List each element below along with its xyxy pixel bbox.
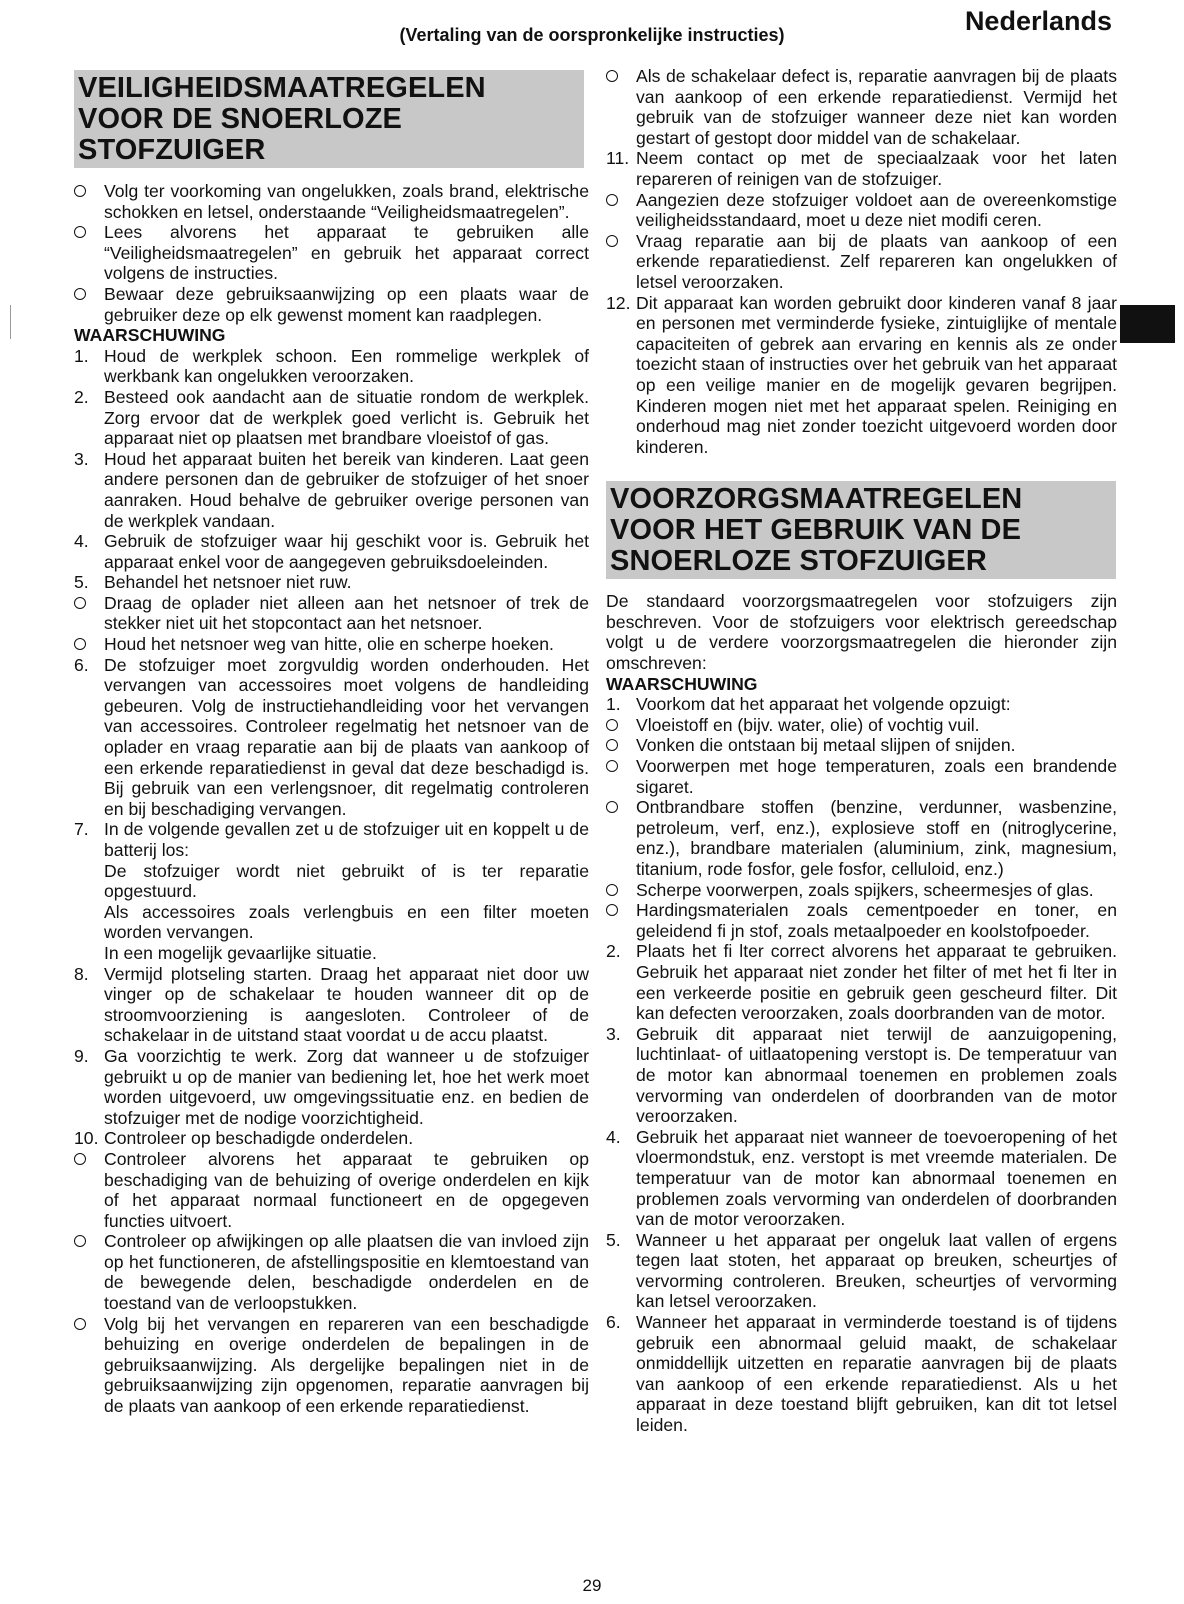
bullet-circle-icon [74, 597, 86, 609]
bullet-circle-icon [606, 235, 618, 247]
bullet-item: Vonken die ontstaan bij metaal slijpen of snijden. [606, 735, 1117, 756]
numbered-item: 2. Besteed ook aandacht aan de situatie rondom de werkplek. Zorg ervoor dat de werkplek goed verlicht is. Gebruik het apparaat niet op plaatsen met brandbare vloeistof of gas. [74, 386, 589, 449]
warning-label: WAARSCHUWING [74, 325, 226, 346]
bullet-item: Volg bij het vervangen en repareren van een beschadigde behuizing en overige onderdelen de bepalingen in de gebruiksaanwijzing. Als dergelijke bepalingen niet in de gebruiksaanwijzing zijn opgenomen, reparatie aanvragen bij de plaats van aankoop of een erkende reparatiedienst. [74, 1314, 589, 1417]
bullet-item: Als de schakelaar defect is, reparatie aanvragen bij de plaats van aankoop of een erkende reparatiedienst. Vermijd het gebruik van de stofzuiger wanneer deze niet kan worden gestart of gestopt door middel van de schakelaar. [606, 66, 1117, 148]
bullet-item: Ontbrandbare stoffen (benzine, verdunner, wasbenzine, petroleum, verf, enz.), explosieve stoff en (nitroglycerine, enz.), brandbare materialen (aluminium, zink, magnesium, titanium, rode fosfor, gele fosfor, celluloid, enz.) [606, 797, 1117, 879]
section-tab-marker [1120, 305, 1175, 343]
sub-line: Als accessoires zoals verlengbuis en een filter moeten worden vervangen. [104, 901, 589, 943]
precautions-heading: VOORZORGSMAATREGELEN VOOR HET GEBRUIK VAN DE SNOERLOZE STOFZUIGER [606, 481, 1116, 579]
bullet-circle-icon [74, 1318, 86, 1330]
bullet-item: Vraag reparatie aan bij de plaats van aankoop of een erkende reparatiedienst. Zelf repareren kan ongelukken of letsel veroorzaken. [606, 231, 1117, 293]
bullet-circle-icon [74, 1153, 86, 1165]
language-label: Nederlands [964, 6, 1112, 36]
translation-subtitle: (Vertaling van de oorspronkelijke instructies) [399, 25, 785, 45]
gutter-line [10, 305, 11, 339]
numbered-item: 5. Wanneer u het apparaat per ongeluk laat vallen of ergens tegen laat stoten, het apparaat op breuken, scheurtjes of vervorming controleren. Breuken, scheurtjes of vervorming kan letsel veroorzaken. [606, 1229, 1117, 1312]
numbered-item: 1. Voorkom dat het apparaat het volgende opzuigt: [606, 694, 1011, 715]
bullet-circle-icon [74, 226, 86, 238]
bullet-item: Controleer alvorens het apparaat te gebruiken op beschadiging van de behuizing of overige onderdelen en kijk of het apparaat normaal functioneert en de opgegeven functies uitvoert. [74, 1149, 589, 1231]
numbered-item: 10. Controleer op beschadigde onderdelen. [74, 1128, 414, 1149]
bullet-circle-icon [606, 760, 618, 772]
bullet-item: Aangezien deze stofzuiger voldoet aan de overeenkomstige veiligheidsstandaard, moet u deze niet modifi ceren. [606, 190, 1117, 231]
numbered-item: 9. Ga voorzichtig te werk. Zorg dat wanneer u de stofzuiger gebruikt u op de manier van bediening let, hoe het werk moet worden uitgevoerd, uw omgevingssituatie enz. en bedien de stofzuiger met de nodige voorzichtigheid. [74, 1045, 589, 1128]
bullet-item: Lees alvorens het apparaat te gebruiken alle “Veiligheidsmaatregelen” en gebruik het apparaat correct volgens de instructies. [74, 222, 589, 284]
bullet-circle-icon [606, 194, 618, 206]
bullet-circle-icon [74, 1235, 86, 1247]
bullet-item: Houd het netsnoer weg van hitte, olie en scherpe hoeken. [74, 634, 589, 655]
numbered-item: 4. Gebruik de stofzuiger waar hij geschikt voor is. Gebruik het apparaat enkel voor de aangegeven gebruiksdoeleinden. [74, 531, 589, 572]
numbered-item: 3. Houd het apparaat buiten het bereik van kinderen. Laat geen andere personen dan de gebruiker de stofzuiger of het snoer aanraken. Houd behalve de gebruiker overige personen van de werkplek vandaan. [74, 448, 589, 531]
bullet-item: Voorwerpen met hoge temperaturen, zoals een brandende sigaret. [606, 756, 1117, 797]
page-number: 29 [582, 1576, 602, 1595]
numbered-item: 7. In de volgende gevallen zet u de stofzuiger uit en koppelt u de batterij los: [74, 819, 589, 860]
numbered-item: 6. Wanneer het apparaat in verminderde toestand is of tijdens gebruik een abnormaal geluid maakt, de schakelaar onmiddellijk uitzetten en reparatie aanvragen bij de plaats van aankoop of een erkende reparatiedienst. Als u het apparaat in deze toestand blijft gebruiken, kan dit tot letsel leiden. [606, 1312, 1117, 1436]
numbered-item: 8. Vermijd plotseling starten. Draag het apparaat niet door uw vinger op de schakelaar te houden wanneer dit op de stroomvoorziening is aangesloten. Controleer of de schakelaar in de uitstand staat voordat u de accu plaatst. [74, 963, 589, 1046]
bullet-circle-icon [606, 884, 618, 896]
bullet-circle-icon [606, 70, 618, 82]
numbered-item: 1. Houd de werkplek schoon. Een rommelige werkplek of werkbank kan ongelukken veroorzaken. [74, 345, 589, 387]
bullet-circle-icon [606, 739, 618, 751]
bullet-circle-icon [606, 801, 618, 813]
numbered-item: 2. Plaats het fi lter correct alvorens het apparaat te gebruiken. Gebruik het apparaat niet zonder het filter of met het fi lter in een verkeerde positie en gebruik geen gescheurd filter. Dit kan defecten veroorzaken, zoals doorbranden van de motor. [606, 941, 1117, 1024]
numbered-item: 3. Gebruik dit apparaat niet terwijl de aanzuigopening, luchtinlaat- of uitlaatopening verstopt is. De temperatuur van de motor kan abnormaal toenemen en problemen zoals vervorming van onderdelen of doorbranden van de motor veroorzaken. [606, 1023, 1117, 1127]
bullet-circle-icon [74, 288, 86, 300]
numbered-item: 11. Neem contact op met de speciaalzaak voor het laten repareren of reinigen van de stofzuiger. [606, 148, 1117, 189]
bullet-circle-icon [606, 904, 618, 916]
sub-line: In een mogelijk gevaarlijke situatie. [104, 942, 377, 963]
bullet-item: Controleer op afwijkingen op alle plaatsen die van invloed zijn op het functioneren, de afstellingspositie en klemtoestand van de bewegende delen, beschadigde onderdelen en de toestand van de verloopstukken. [74, 1231, 589, 1313]
bullet-item: Hardingsmaterialen zoals cementpoeder en toner, en geleidend fi jn stof, zoals metaalpoeder en koolstofpoeder. [606, 900, 1117, 941]
intro-paragraph: De standaard voorzorgsmaatregelen voor stofzuigers zijn beschreven. Voor de stofzuigers voor elektrisch gereedschap volgt u de verdere voorzorgsmaatregelen die hieronder zijn omschreven: [606, 591, 1117, 674]
numbered-item: 4. Gebruik het apparaat niet wanneer de toevoeropening of het vloermondstuk, enz. verstopt is met vreemde materialen. De temperatuur van de motor kan abnormaal toenemen en problemen zoals vervorming van onderdelen of doorbranden van de motor veroorzaken. [606, 1126, 1117, 1230]
bullet-circle-icon [74, 185, 86, 197]
sub-line: De stofzuiger wordt niet gebruikt of is ter reparatie opgestuurd. [104, 860, 589, 902]
bullet-item: Volg ter voorkoming van ongelukken, zoals brand, elektrische schokken en letsel, onderstaande “Veiligheidsmaatregelen”. [74, 181, 589, 222]
bullet-circle-icon [606, 719, 618, 731]
bullet-item: Draag de oplader niet alleen aan het netsnoer of trek de stekker niet uit het stopcontact aan het netsnoer. [74, 593, 589, 634]
bullet-circle-icon [74, 638, 86, 650]
bullet-item: Scherpe voorwerpen, zoals spijkers, scheermesjes of glas. [606, 880, 1117, 901]
left-column [74, 70, 589, 1417]
safety-heading: VEILIGHEIDSMAATREGELEN VOOR DE SNOERLOZE STOFZUIGER [74, 70, 584, 168]
right-column [606, 66, 1117, 1436]
bullet-item: Vloeistoff en (bijv. water, olie) of vochtig vuil. [606, 715, 1117, 736]
numbered-item: 12. Dit apparaat kan worden gebruikt door kinderen vanaf 8 jaar en personen met verminderde fysieke, zintuiglijke of mentale capaciteiten of gebrek aan ervaring en kennis als ze onder toezicht staan of instructies over het gebruik van het apparaat op een veilige manier en de mogelijk gevaren begrijpen. Kinderen mogen niet met het apparaat spelen. Reiniging en onderhoud mag niet zonder toezicht uitgevoerd worden door kinderen. [606, 292, 1117, 457]
bullet-item: Bewaar deze gebruiksaanwijzing op een plaats waar de gebruiker deze op elk gewenst moment kan raadplegen. [74, 284, 589, 325]
warning-label: WAARSCHUWING [606, 673, 758, 694]
numbered-item: 5. Behandel het netsnoer niet ruw. [74, 572, 352, 593]
numbered-item: 6. De stofzuiger moet zorgvuldig worden onderhouden. Het vervangen van accessoires moet volgens de handleiding gebeuren. Volg de instructiehandleiding voor het vervangen van accessoires. Controleer regelmatig het netsnoer van de oplader en vraag reparatie aan bij de plaats van aankoop of een erkende reparatiedienst in geval dat deze beschadigd is. Bij gebruik van een verlengsnoer, dit regelmatig controleren en bij beschadiging vervangen. [74, 654, 589, 819]
